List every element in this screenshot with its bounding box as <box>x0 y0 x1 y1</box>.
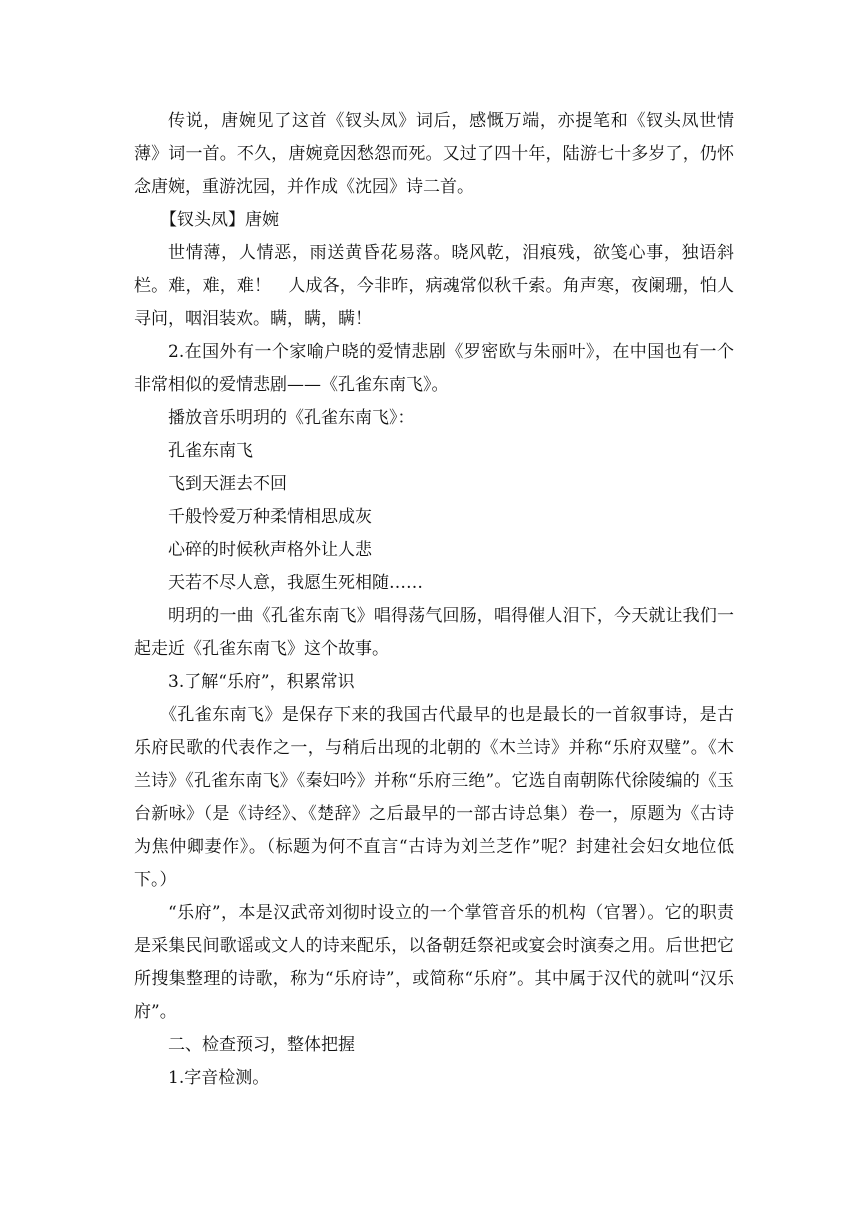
lyric-line: 飞到天涯去不回 <box>168 474 287 494</box>
document-body <box>134 105 734 1095</box>
lyric-line: 心碎的时候秋声格外让人悲 <box>168 540 372 560</box>
paragraph-yuefu-definition: “乐府”，本是汉武帝刘彻时设立的一个掌管音乐的机构（官署）。它的职责是采集民间歌谣或文人的诗来配乐，以备朝廷祭祀或宴会时演奏之用。后世把它所搜集整理的诗歌，称为“乐府诗”，或简称“乐府”。其中属于汉代的就叫“汉乐府”。 <box>134 903 734 1022</box>
paragraph-music-comment: 明玥的一曲《孔雀东南飞》唱得荡气回肠，唱得催人泪下，今天就让我们一起走近《孔雀东南飞》这个故事。 <box>134 606 734 659</box>
paragraph-point-2: 2.在国外有一个家喻户晓的爱情悲剧《罗密欧与朱丽叶》，在中国也有一个非常相似的爱情悲剧——《孔雀东南飞》。 <box>134 342 734 395</box>
poem-body: 世情薄，人情恶，雨送黄昏花易落。晓风乾，泪痕残，欲笺心事，独语斜栏。难，难，难！ 人成各，今非昨，病魂常似秋千索。角声寒，夜阑珊，怕人寻问，咽泪装欢。瞒，瞒，瞒！ <box>134 243 734 329</box>
lyric-line: 天若不尽人意，我愿生死相随…… <box>168 573 423 593</box>
paragraph-legend-intro: 传说，唐婉见了这首《钗头凤》词后，感慨万端，亦提笔和《钗头凤世情薄》词一首。不久，唐婉竟因愁怨而死。又过了四十年，陆游七十多岁了，仍怀念唐婉，重游沈园，并作成《沈园》诗二首。 <box>134 111 734 197</box>
poem-title: 【钗头凤】唐婉 <box>160 210 279 230</box>
paragraph-point-3: 3.了解“乐府”，积累常识 <box>168 672 355 692</box>
paragraph-music-intro: 播放音乐明玥的《孔雀东南飞》： <box>168 408 415 428</box>
lyric-line: 千般怜爱万种柔情相思成灰 <box>168 507 372 527</box>
paragraph-char-check: 1.字音检测。 <box>168 1068 270 1088</box>
section-heading-2: 二、检查预习，整体把握 <box>168 1035 355 1055</box>
lyric-line: 孔雀东南飞 <box>168 441 253 461</box>
paragraph-yuefu-intro: 《孔雀东南飞》是保存下来的我国古代最早的也是最长的一首叙事诗，是古乐府民歌的代表作之一，与稍后出现的北朝的《木兰诗》并称“乐府双璧”。《木兰诗》《孔雀东南飞》《秦妇吟》并称“乐府三绝”。它选自南朝陈代徐陵编的《玉台新咏》（是《诗经》、《楚辞》之后最早的一部古诗总集）卷一，原题为《古诗为焦仲卿妻作》。（标题为何不直言“古诗为刘兰芝作”呢？封建社会妇女地位低下。） <box>134 705 734 890</box>
